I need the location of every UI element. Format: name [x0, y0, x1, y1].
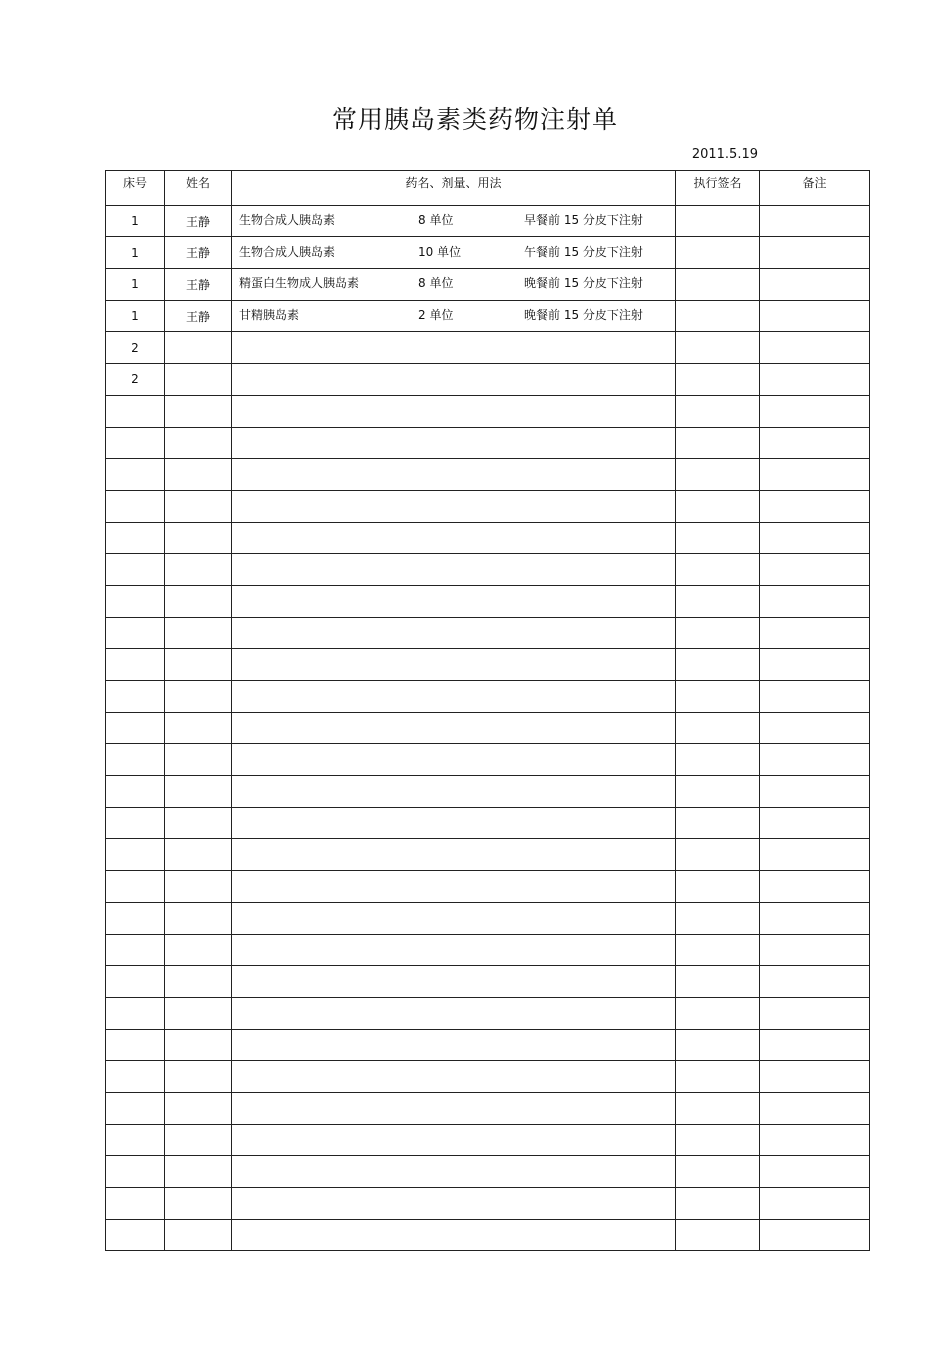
table-row [106, 300, 870, 332]
notes-cell[interactable] [760, 364, 870, 396]
drug-usage: 早餐前 15 分皮下注射 [524, 212, 643, 227]
table-row [106, 681, 870, 713]
drug-usage: 晚餐前 15 分皮下注射 [524, 307, 643, 322]
notes-cell[interactable] [760, 807, 870, 839]
drug-cell [232, 776, 676, 808]
signature-cell[interactable] [676, 1092, 760, 1124]
bed-cell [106, 649, 165, 681]
signature-cell[interactable] [676, 649, 760, 681]
signature-cell[interactable] [676, 585, 760, 617]
patient-name-cell [165, 427, 232, 459]
patient-name-cell [165, 490, 232, 522]
drug-cell [232, 902, 676, 934]
patient-name-cell [165, 934, 232, 966]
bed-cell [106, 934, 165, 966]
bed-cell [106, 459, 165, 491]
notes-cell[interactable] [760, 1029, 870, 1061]
table-row [106, 966, 870, 998]
table-row [106, 395, 870, 427]
drug-name: 生物合成人胰岛素 [239, 244, 336, 259]
table-row [106, 744, 870, 776]
table-row [106, 649, 870, 681]
signature-cell[interactable] [676, 744, 760, 776]
bed-cell [106, 1156, 165, 1188]
signature-cell[interactable] [676, 934, 760, 966]
notes-cell[interactable] [760, 712, 870, 744]
bed-cell [106, 1061, 165, 1093]
bed-cell [106, 997, 165, 1029]
patient-name-cell [165, 871, 232, 903]
drug-cell [232, 522, 676, 554]
notes-cell[interactable] [760, 744, 870, 776]
drug-cell [232, 966, 676, 998]
notes-cell[interactable] [760, 681, 870, 713]
table-row [106, 205, 870, 237]
table-row [106, 1188, 870, 1220]
signature-cell[interactable] [676, 1188, 760, 1220]
patient-name-cell [165, 554, 232, 586]
notes-cell[interactable] [760, 300, 870, 332]
notes-cell[interactable] [760, 1061, 870, 1093]
patient-name-cell [165, 649, 232, 681]
notes-cell[interactable] [760, 1124, 870, 1156]
drug-cell [232, 1219, 676, 1251]
bed-cell: 1 [106, 205, 165, 237]
bed-cell [106, 1124, 165, 1156]
signature-cell[interactable] [676, 617, 760, 649]
signature-cell[interactable] [676, 839, 760, 871]
signature-cell[interactable] [676, 269, 760, 301]
table-row [106, 1124, 870, 1156]
notes-cell[interactable] [760, 871, 870, 903]
table-row [106, 1061, 870, 1093]
signature-cell[interactable] [676, 332, 760, 364]
bed-cell: 1 [106, 269, 165, 301]
patient-name-cell [165, 997, 232, 1029]
table-row [106, 807, 870, 839]
notes-cell[interactable] [760, 522, 870, 554]
bed-cell: 2 [106, 364, 165, 396]
signature-cell[interactable] [676, 205, 760, 237]
table-row [106, 712, 870, 744]
bed-cell [106, 490, 165, 522]
patient-name-cell [165, 1188, 232, 1220]
patient-name-cell: 王静 [165, 205, 232, 237]
bed-cell [106, 1029, 165, 1061]
drug-cell [232, 237, 676, 269]
table-row [106, 459, 870, 491]
drug-cell [232, 1092, 676, 1124]
signature-cell[interactable] [676, 554, 760, 586]
table-row [106, 617, 870, 649]
table-row [106, 364, 870, 396]
notes-cell[interactable] [760, 966, 870, 998]
notes-cell[interactable] [760, 205, 870, 237]
bed-cell [106, 902, 165, 934]
notes-cell[interactable] [760, 1156, 870, 1188]
table-row [106, 997, 870, 1029]
patient-name-cell [165, 1156, 232, 1188]
bed-cell [106, 617, 165, 649]
patient-name-cell [165, 807, 232, 839]
drug-cell [232, 1029, 676, 1061]
table-row [106, 1219, 870, 1251]
table-row [106, 776, 870, 808]
table-row [106, 585, 870, 617]
table-row [106, 554, 870, 586]
notes-cell[interactable] [760, 237, 870, 269]
table-row [106, 902, 870, 934]
table-row [106, 1156, 870, 1188]
patient-name-cell [165, 1029, 232, 1061]
signature-cell[interactable] [676, 776, 760, 808]
table-row [106, 1029, 870, 1061]
patient-name-cell [165, 395, 232, 427]
signature-cell[interactable] [676, 871, 760, 903]
patient-name-cell [165, 332, 232, 364]
table-row [106, 269, 870, 301]
table-row [106, 934, 870, 966]
drug-cell [232, 681, 676, 713]
bed-cell: 1 [106, 237, 165, 269]
signature-cell[interactable] [676, 807, 760, 839]
drug-name: 甘精胰岛素 [239, 307, 300, 322]
bed-cell [106, 522, 165, 554]
drug-usage: 午餐前 15 分皮下注射 [524, 244, 643, 259]
patient-name-cell [165, 712, 232, 744]
drug-cell [232, 1124, 676, 1156]
bed-cell [106, 395, 165, 427]
header-drug: 药名、剂量、用法 [232, 171, 676, 206]
notes-cell[interactable] [760, 395, 870, 427]
table-row [106, 332, 870, 364]
patient-name-cell [165, 839, 232, 871]
patient-name-cell [165, 522, 232, 554]
table-row [106, 839, 870, 871]
drug-cell [232, 395, 676, 427]
drug-name: 生物合成人胰岛素 [239, 212, 336, 227]
notes-cell[interactable] [760, 776, 870, 808]
notes-cell[interactable] [760, 332, 870, 364]
bed-cell [106, 966, 165, 998]
bed-cell [106, 1188, 165, 1220]
notes-cell[interactable] [760, 839, 870, 871]
patient-name-cell [165, 617, 232, 649]
signature-cell[interactable] [676, 681, 760, 713]
patient-name-cell [165, 902, 232, 934]
notes-cell[interactable] [760, 585, 870, 617]
page-title: 常用胰岛素类药物注射单 [331, 105, 618, 134]
bed-cell: 1 [106, 300, 165, 332]
signature-cell[interactable] [676, 1029, 760, 1061]
drug-cell [232, 427, 676, 459]
table-row [106, 237, 870, 269]
drug-cell [232, 934, 676, 966]
patient-name-cell [165, 1061, 232, 1093]
header-name: 姓名 [165, 171, 232, 206]
injection-table [105, 170, 870, 1251]
drug-cell [232, 585, 676, 617]
notes-cell[interactable] [760, 490, 870, 522]
signature-cell[interactable] [676, 459, 760, 491]
drug-cell [232, 332, 676, 364]
drug-dose: 8 单位 [418, 212, 454, 227]
bed-cell [106, 681, 165, 713]
notes-cell[interactable] [760, 554, 870, 586]
notes-cell[interactable] [760, 617, 870, 649]
drug-cell [232, 364, 676, 396]
signature-cell[interactable] [676, 966, 760, 998]
header-signature: 执行签名 [676, 171, 760, 206]
bed-cell: 2 [106, 332, 165, 364]
drug-cell [232, 269, 676, 301]
drug-cell [232, 649, 676, 681]
table-row [106, 490, 870, 522]
drug-cell [232, 1188, 676, 1220]
notes-cell[interactable] [760, 1188, 870, 1220]
patient-name-cell [165, 459, 232, 491]
drug-name: 精蛋白生物成人胰岛素 [239, 276, 360, 291]
patient-name-cell [165, 585, 232, 617]
drug-cell [232, 300, 676, 332]
bed-cell [106, 427, 165, 459]
patient-name-cell [165, 1124, 232, 1156]
drug-cell [232, 1156, 676, 1188]
drug-cell [232, 205, 676, 237]
signature-cell[interactable] [676, 427, 760, 459]
signature-cell[interactable] [676, 997, 760, 1029]
patient-name-cell [165, 744, 232, 776]
header-bed: 床号 [106, 171, 165, 206]
notes-cell[interactable] [760, 269, 870, 301]
signature-cell[interactable] [676, 490, 760, 522]
patient-name-cell: 王静 [165, 300, 232, 332]
table-row [106, 427, 870, 459]
patient-name-cell [165, 681, 232, 713]
drug-dose: 10 单位 [418, 244, 462, 259]
patient-name-cell [165, 1092, 232, 1124]
signature-cell[interactable] [676, 1124, 760, 1156]
drug-dose: 8 单位 [418, 276, 454, 291]
bed-cell [106, 712, 165, 744]
table-row [106, 1092, 870, 1124]
signature-cell[interactable] [676, 1156, 760, 1188]
patient-name-cell [165, 966, 232, 998]
patient-name-cell [165, 776, 232, 808]
drug-cell [232, 871, 676, 903]
signature-cell[interactable] [676, 300, 760, 332]
document-date: 2011.5.19 [691, 147, 758, 162]
notes-cell[interactable] [760, 934, 870, 966]
notes-cell[interactable] [760, 902, 870, 934]
patient-name-cell [165, 364, 232, 396]
signature-cell[interactable] [676, 1219, 760, 1251]
bed-cell [106, 554, 165, 586]
drug-cell [232, 997, 676, 1029]
patient-name-cell [165, 1219, 232, 1251]
notes-cell[interactable] [760, 997, 870, 1029]
header-notes: 备注 [760, 171, 870, 206]
patient-name-cell: 王静 [165, 237, 232, 269]
bed-cell [106, 1092, 165, 1124]
notes-cell[interactable] [760, 1092, 870, 1124]
drug-usage: 晚餐前 15 分皮下注射 [524, 276, 643, 291]
bed-cell [106, 839, 165, 871]
drug-cell [232, 712, 676, 744]
bed-cell [106, 776, 165, 808]
notes-cell[interactable] [760, 1219, 870, 1251]
drug-cell [232, 807, 676, 839]
table-header-row [106, 171, 870, 206]
bed-cell [106, 871, 165, 903]
drug-dose: 2 单位 [418, 307, 454, 322]
signature-cell[interactable] [676, 712, 760, 744]
drug-cell [232, 554, 676, 586]
notes-cell[interactable] [760, 427, 870, 459]
table-row [106, 522, 870, 554]
drug-cell [232, 490, 676, 522]
bed-cell [106, 807, 165, 839]
drug-cell [232, 1061, 676, 1093]
signature-cell[interactable] [676, 237, 760, 269]
drug-cell [232, 839, 676, 871]
signature-cell[interactable] [676, 522, 760, 554]
bed-cell [106, 1219, 165, 1251]
drug-cell [232, 617, 676, 649]
patient-name-cell: 王静 [165, 269, 232, 301]
notes-cell[interactable] [760, 649, 870, 681]
bed-cell [106, 744, 165, 776]
signature-cell[interactable] [676, 902, 760, 934]
table-row [106, 871, 870, 903]
signature-cell[interactable] [676, 364, 760, 396]
bed-cell [106, 585, 165, 617]
drug-cell [232, 744, 676, 776]
signature-cell[interactable] [676, 395, 760, 427]
drug-cell [232, 459, 676, 491]
signature-cell[interactable] [676, 1061, 760, 1093]
notes-cell[interactable] [760, 459, 870, 491]
